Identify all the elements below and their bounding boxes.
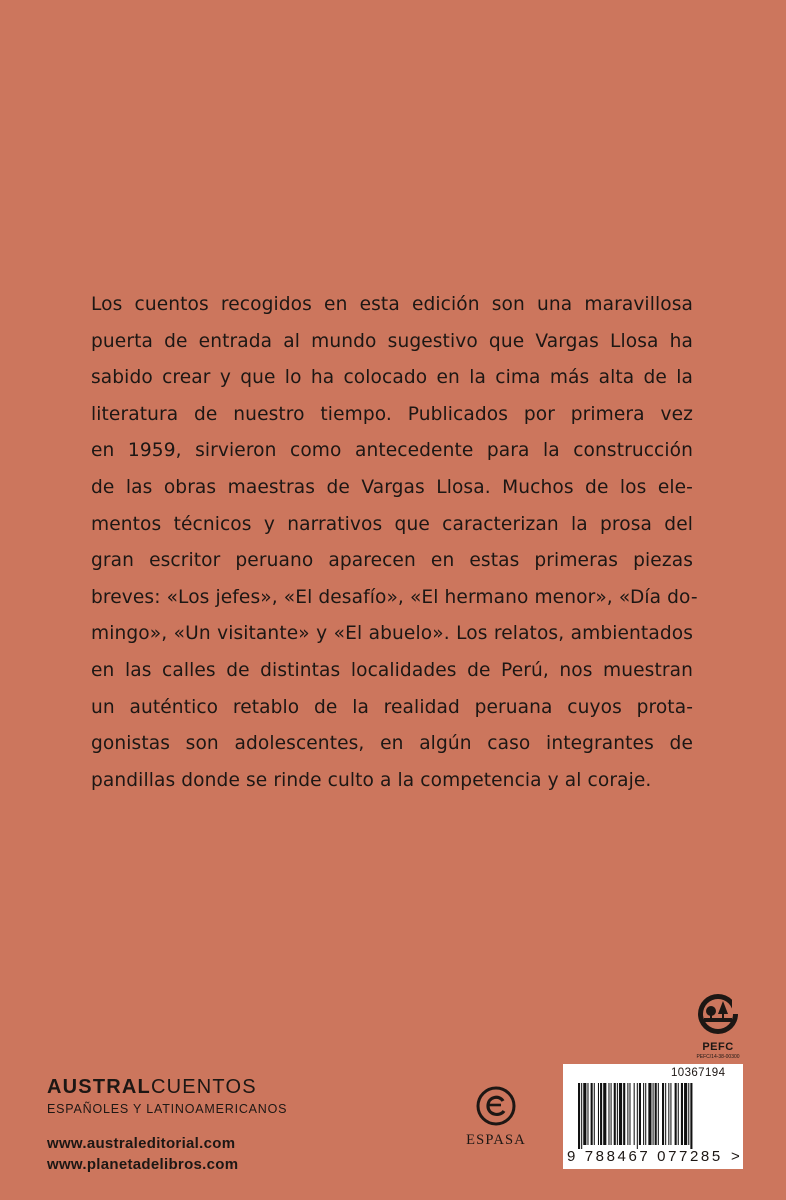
- barcode-bar: [578, 1083, 580, 1149]
- back-cover-blurb: [91, 287, 698, 799]
- barcode-bar: [690, 1083, 692, 1149]
- barcode-bar: [670, 1083, 671, 1145]
- blurb-line: pandillas donde se rinde culto a la competencia y al coraje.: [91, 769, 652, 791]
- blurb-line: de las obras maestras de Vargas Llosa. Muchos de los ele-: [91, 476, 693, 498]
- barcode-bar: [678, 1083, 679, 1145]
- publisher-name: ESPASA: [466, 1132, 526, 1148]
- blurb-line: sabido crear y que lo ha colocado en la cima más alta de la: [91, 367, 693, 389]
- publisher-urls: [47, 1133, 238, 1175]
- pefc-tree-logo-icon: [695, 992, 741, 1036]
- blurb-line: un auténtico retablo de la realidad peruana cuyos prota-: [91, 696, 693, 718]
- barcode-panel: [563, 1064, 743, 1169]
- barcode-code-number: 10367194: [671, 1067, 726, 1079]
- barcode-bar: [617, 1083, 618, 1145]
- pefc-code: PEFC/14-38-00300: [696, 1054, 740, 1060]
- pefc-certification: [692, 992, 744, 1060]
- barcode-bar: [594, 1083, 595, 1145]
- barcode-bar: [637, 1083, 638, 1149]
- barcode-bar: [662, 1083, 664, 1145]
- barcode-bar: [619, 1083, 622, 1145]
- barcode-bar: [591, 1083, 593, 1145]
- barcode-bar: [688, 1083, 689, 1145]
- blurb-line: Los cuentos recogidos en esta edición son una maravillosa: [91, 294, 693, 315]
- barcode-bar: [614, 1083, 616, 1145]
- barcode-isbn-digits: 9 788467 077285: [567, 1148, 723, 1165]
- barcode-bar: [634, 1083, 635, 1145]
- barcode-bar: [608, 1083, 609, 1145]
- blurb-line: breves: «Los jefes», «El desafío», «El hermano menor», «Día do-: [91, 586, 698, 608]
- series-title-bold: AUSTRAL: [47, 1076, 151, 1098]
- publisher-logo: [456, 1086, 536, 1149]
- blurb-line: mentos técnicos y narrativos que caracterizan la prosa del: [91, 513, 693, 535]
- barcode-bar: [639, 1083, 641, 1145]
- barcode-bar: [600, 1083, 602, 1145]
- barcode-bar: [655, 1083, 657, 1145]
- blurb-line: en 1959, sirvieron como antecedente para la construcción: [91, 440, 693, 462]
- blurb-line: literatura de nuestro tiempo. Publicados por primera vez: [91, 403, 693, 425]
- url-planeta: www.planetadelibros.com: [47, 1156, 239, 1173]
- barcode-bar: [665, 1083, 666, 1145]
- barcode-bar: [587, 1083, 588, 1145]
- barcode-bar: [675, 1083, 677, 1145]
- barcode-bar: [623, 1083, 625, 1145]
- barcode-bar: [684, 1083, 687, 1145]
- barcode-bar: [653, 1083, 654, 1145]
- barcode-bar: [629, 1083, 630, 1145]
- barcode-bar: [627, 1083, 628, 1145]
- series-brand: [47, 1076, 287, 1116]
- espasa-e-logo-icon: [476, 1086, 516, 1126]
- barcode-bar: [668, 1083, 669, 1145]
- blurb-line: mingo», «Un visitante» y «El abuelo». Los relatos, ambientados: [91, 623, 693, 645]
- blurb-line: gonistas son adolescentes, en algún caso integrantes de: [91, 733, 693, 755]
- series-subtitle: ESPAÑOLES Y LATINOAMERICANOS: [47, 1102, 288, 1116]
- series-title-regular: CUENTOS: [150, 1076, 257, 1098]
- blurb-line: gran escritor peruano aparecen en estas primeras piezas: [91, 550, 693, 572]
- barcode-bar: [581, 1083, 582, 1149]
- pefc-label: PEFC: [702, 1041, 734, 1053]
- blurb-line: puerta de entrada al mundo sugestivo que Vargas Llosa ha: [91, 330, 693, 352]
- barcode-bar: [598, 1083, 599, 1145]
- barcode-bar: [648, 1083, 651, 1145]
- blurb-line: en las calles de distintas localidades de Perú, nos muestran: [91, 659, 693, 681]
- barcode-bar: [643, 1083, 644, 1145]
- url-austral: www.australeditorial.com: [47, 1135, 236, 1152]
- barcode-isbn-end: >: [731, 1148, 740, 1165]
- barcode-bar: [645, 1083, 646, 1145]
- series-title: [47, 1076, 287, 1098]
- barcode-bar: [603, 1083, 606, 1145]
- barcode-bar: [611, 1083, 612, 1145]
- barcode-bar: [681, 1083, 683, 1145]
- barcode-bar: [658, 1083, 659, 1145]
- barcode-bar: [583, 1083, 586, 1145]
- barcode-icon: [578, 1083, 730, 1149]
